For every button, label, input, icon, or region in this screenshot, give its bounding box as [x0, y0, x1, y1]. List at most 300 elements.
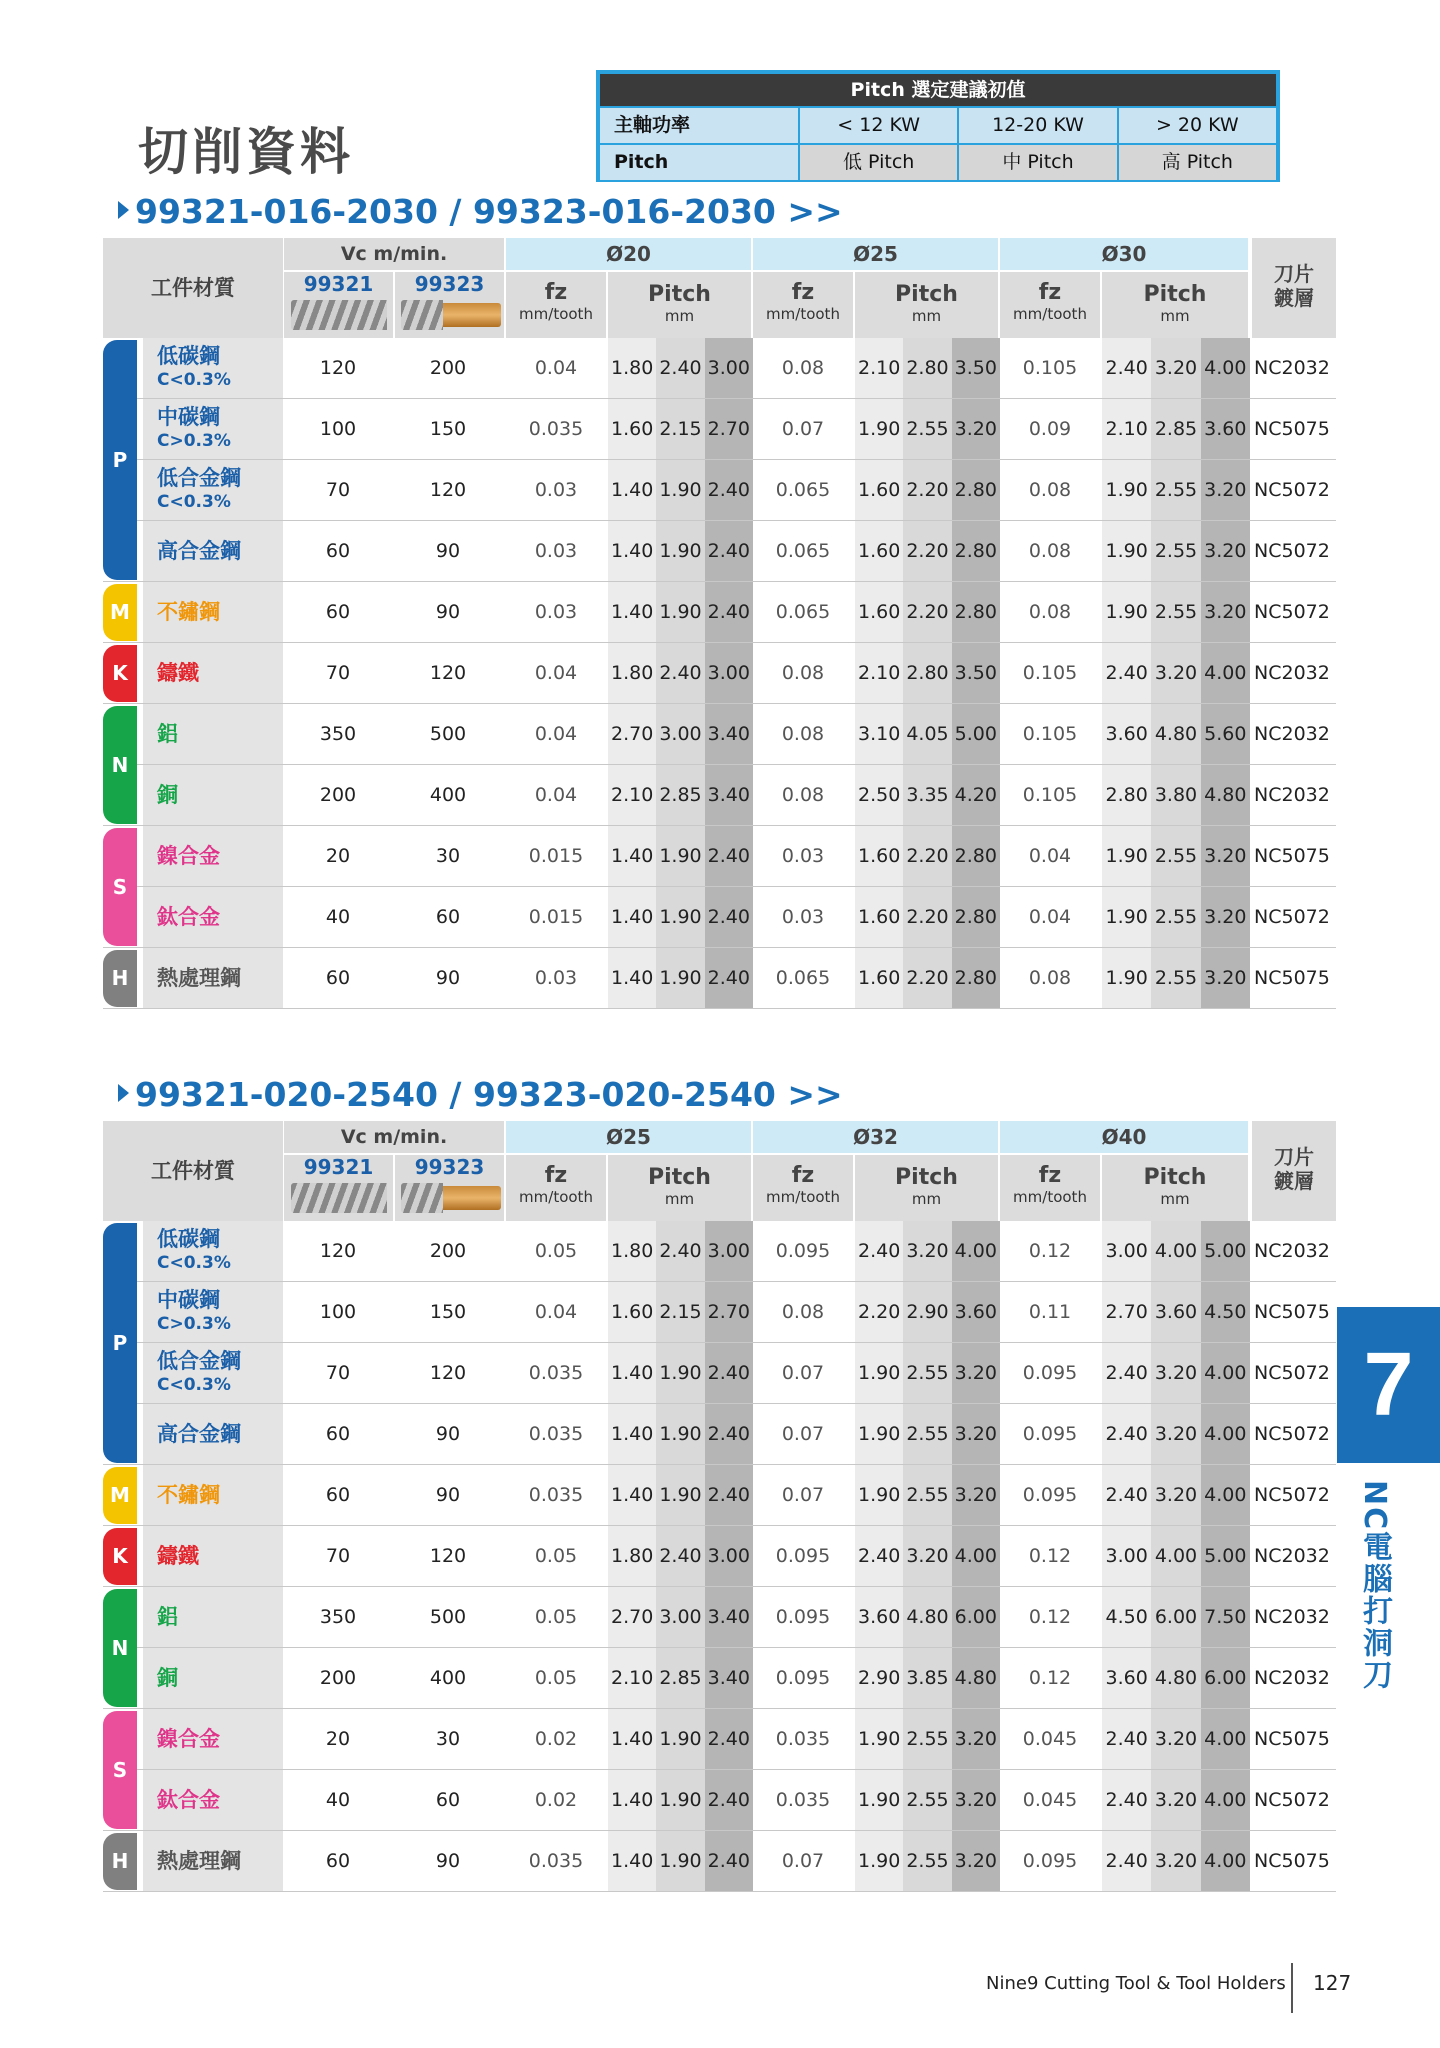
- pitch-value-high: 5.00: [952, 704, 1000, 764]
- pitch-header: [855, 272, 998, 338]
- pitch-value-mid: 2.55: [903, 1709, 951, 1769]
- vc-99323-value: 120: [429, 1362, 467, 1384]
- tool-flute: [401, 300, 443, 330]
- coating-value: NC5075: [1254, 1850, 1330, 1872]
- pitch-value-low: 1.40: [608, 521, 656, 581]
- vc-header: Vc m/min.: [284, 238, 504, 270]
- fz-value: 0.105: [1022, 784, 1078, 806]
- pitch-value-high: 4.00: [1201, 1465, 1250, 1525]
- table-row: [103, 582, 1336, 643]
- material-name: 鑄鐵: [157, 661, 199, 685]
- material-name: 低碳鋼: [157, 344, 220, 368]
- pitch-value-low: 1.80: [608, 338, 656, 398]
- fz-label: fz: [544, 280, 568, 305]
- coating-value: NC5072: [1254, 1484, 1330, 1506]
- pitch-box-pitch-cell: 中 Pitch: [959, 145, 1116, 180]
- pitch-value-low: 1.60: [608, 399, 656, 459]
- footer-brand: Nine9 Cutting Tool & Tool Holders: [986, 1973, 1286, 1994]
- pitch-value-low: 1.40: [608, 1343, 656, 1403]
- diameter-header: Ø25: [506, 1121, 751, 1153]
- section-title: [118, 192, 843, 231]
- pitch-value-low: 3.00: [1102, 1526, 1151, 1586]
- pitch-value-low: 1.40: [608, 1831, 656, 1891]
- iso-group-tab-s: S: [103, 828, 137, 946]
- pitch-value-mid: 2.55: [1151, 948, 1200, 1008]
- pitch-value-low: 3.60: [1102, 704, 1151, 764]
- vc-99323-value: 90: [435, 967, 461, 989]
- pitch-value-low: 1.90: [855, 1404, 903, 1464]
- pitch-value-high: 3.20: [1201, 948, 1250, 1008]
- pitch-value-mid: 1.90: [656, 1404, 704, 1464]
- fz-value: 0.02: [534, 1728, 578, 1750]
- fz-value: 0.08: [781, 357, 825, 379]
- pitch-value-high: 4.80: [952, 1648, 1000, 1708]
- section-title-text: 99321-016-2030 / 99323-016-2030 >>: [135, 192, 843, 231]
- pitch-value-high: 2.40: [705, 826, 753, 886]
- tool-image-99323: [401, 1183, 501, 1213]
- pitch-value-high: 2.70: [705, 1282, 753, 1342]
- pitch-value-low: 3.60: [1102, 1648, 1151, 1708]
- pitch-value-low: 2.40: [1102, 1343, 1151, 1403]
- pitch-value-high: 3.00: [705, 1221, 753, 1281]
- pitch-value-mid: 3.85: [903, 1648, 951, 1708]
- pitch-value-low: 1.90: [855, 1709, 903, 1769]
- pitch-value-high: 5.00: [1201, 1526, 1250, 1586]
- fz-header: [506, 1155, 606, 1221]
- coating-value: NC2032: [1254, 1606, 1330, 1628]
- fz-value: 0.05: [534, 1240, 578, 1262]
- table-row: [103, 826, 1336, 887]
- pitch-value-low: 1.90: [1102, 887, 1151, 947]
- material-cell: [143, 1587, 283, 1647]
- pitch-value-high: 4.00: [1201, 1343, 1250, 1403]
- tool-flute: [291, 300, 387, 330]
- table-row: [103, 1709, 1336, 1770]
- pitch-value-high: 6.00: [1201, 1648, 1250, 1708]
- pitch-value-high: 3.40: [705, 704, 753, 764]
- pitch-value-mid: 1.90: [656, 1770, 704, 1830]
- fz-value: 0.12: [1028, 1545, 1072, 1567]
- vc-99321-value: 350: [319, 723, 357, 745]
- material-name: 銅: [157, 1666, 178, 1690]
- pitch-value-low: 1.90: [855, 1770, 903, 1830]
- pitch-value-mid: 1.90: [656, 460, 704, 520]
- coating-header: 刀片 鍍層: [1252, 238, 1336, 338]
- vc-99321-value: 60: [325, 967, 351, 989]
- pitch-value-high: 4.00: [1201, 1404, 1250, 1464]
- coating-value: NC2032: [1254, 1545, 1330, 1567]
- pitch-value-high: 2.40: [705, 1343, 753, 1403]
- pitch-value-high: 3.00: [705, 1526, 753, 1586]
- material-cell: [143, 887, 283, 947]
- pitch-value-high: 3.20: [1201, 887, 1250, 947]
- table-row: [103, 1770, 1336, 1831]
- fz-label: fz: [544, 1163, 568, 1188]
- pitch-header: [855, 1155, 998, 1221]
- pitch-value-low: 1.60: [855, 582, 903, 642]
- material-cell: [143, 826, 283, 886]
- material-cell: [143, 1343, 283, 1403]
- fz-unit: mm/tooth: [519, 1188, 593, 1206]
- coating-value: NC2032: [1254, 723, 1330, 745]
- pitch-unit: mm: [1160, 1190, 1190, 1208]
- material-name: 低碳鋼: [157, 1227, 220, 1251]
- pitch-value-low: 2.40: [1102, 1831, 1151, 1891]
- vc-99323-value: 60: [435, 1789, 461, 1811]
- fz-value: 0.04: [534, 662, 578, 684]
- material-name: 高合金鋼: [157, 1422, 241, 1446]
- pitch-box-power-cell: < 12 KW: [800, 108, 957, 143]
- vc-99321-value: 200: [319, 784, 357, 806]
- pitch-value-high: 2.40: [705, 1465, 753, 1525]
- pitch-value-mid: 2.85: [656, 1648, 704, 1708]
- pitch-value-mid: 3.20: [903, 1526, 951, 1586]
- vc-99321-value: 40: [325, 906, 351, 928]
- pitch-value-mid: 2.40: [656, 1526, 704, 1586]
- footer-divider: [1291, 1963, 1293, 2013]
- fz-value: 0.05: [534, 1545, 578, 1567]
- fz-unit: mm/tooth: [519, 305, 593, 323]
- vc-99321-value: 200: [319, 1667, 357, 1689]
- vc-99321-value: 70: [325, 1362, 351, 1384]
- pitch-box-power-cell: 12-20 KW: [959, 108, 1116, 143]
- pitch-value-low: 3.60: [855, 1587, 903, 1647]
- material-cell: [143, 460, 283, 520]
- iso-group-tab-m: M: [103, 1467, 137, 1524]
- fz-value: 0.035: [775, 1789, 831, 1811]
- pitch-value-mid: 2.55: [903, 1770, 951, 1830]
- fz-unit: mm/tooth: [1013, 1188, 1087, 1206]
- pitch-value-high: 3.20: [952, 1831, 1000, 1891]
- pitch-box-pitch-label: Pitch: [600, 145, 798, 180]
- page-title: 切削資料: [138, 123, 354, 181]
- material-cell: [143, 338, 283, 398]
- material-cell: [143, 643, 283, 703]
- pitch-value-low: 1.40: [608, 1770, 656, 1830]
- pitch-value-low: 1.90: [855, 1343, 903, 1403]
- vc-99321-value: 40: [325, 1789, 351, 1811]
- fz-unit: mm/tooth: [1013, 305, 1087, 323]
- model-a-header: 99321: [284, 272, 393, 338]
- pitch-value-high: 2.40: [705, 1709, 753, 1769]
- pitch-value-high: 3.20: [952, 1343, 1000, 1403]
- material-name: 不鏽鋼: [157, 1483, 220, 1507]
- material-cell: [143, 1526, 283, 1586]
- pitch-value-mid: 2.55: [903, 1465, 951, 1525]
- table-row: [103, 1221, 1336, 1282]
- pitch-value-high: 5.60: [1201, 704, 1250, 764]
- coating-value: NC5072: [1254, 906, 1330, 928]
- fz-value: 0.09: [1028, 418, 1072, 440]
- pitch-value-high: 2.40: [705, 887, 753, 947]
- pitch-value-mid: 4.80: [903, 1587, 951, 1647]
- fz-value: 0.105: [1022, 357, 1078, 379]
- table-row: [103, 460, 1336, 521]
- vc-99321-value: 70: [325, 662, 351, 684]
- pitch-value-mid: 1.90: [656, 887, 704, 947]
- material-name: 中碳鋼: [157, 405, 220, 429]
- fz-value: 0.035: [528, 1423, 584, 1445]
- fz-value: 0.07: [781, 1423, 825, 1445]
- pitch-value-mid: 2.55: [903, 1404, 951, 1464]
- pitch-value-high: 3.40: [705, 1648, 753, 1708]
- pitch-value-high: 4.20: [952, 765, 1000, 825]
- chapter-title: NC電腦打洞刀: [1357, 1480, 1392, 1692]
- fz-value: 0.08: [781, 1301, 825, 1323]
- fz-header: [506, 272, 606, 338]
- vc-99321-value: 20: [325, 1728, 351, 1750]
- material-cell: [143, 1770, 283, 1830]
- pitch-value-mid: 2.20: [903, 948, 951, 1008]
- diameter-header: Ø40: [1000, 1121, 1248, 1153]
- iso-group-tab-n: N: [103, 1589, 137, 1707]
- pitch-value-high: 3.20: [952, 1709, 1000, 1769]
- fz-value: 0.05: [534, 1667, 578, 1689]
- pitch-label: Pitch: [1143, 282, 1207, 307]
- coating-value: NC5075: [1254, 845, 1330, 867]
- fz-value: 0.065: [775, 601, 831, 623]
- iso-group-tab-k: K: [103, 1528, 137, 1585]
- pitch-value-low: 1.90: [1102, 948, 1151, 1008]
- pitch-value-low: 1.90: [855, 399, 903, 459]
- pitch-value-high: 3.50: [952, 338, 1000, 398]
- pitch-value-mid: 2.20: [903, 582, 951, 642]
- material-carbon: C<0.3%: [157, 1375, 231, 1395]
- pitch-value-mid: 2.55: [1151, 826, 1200, 886]
- chapter-number-tab: 7: [1337, 1307, 1440, 1463]
- fz-value: 0.07: [781, 418, 825, 440]
- pitch-unit: mm: [911, 1190, 942, 1208]
- model-b-header: 99323: [395, 272, 504, 338]
- pitch-value-mid: 3.80: [1151, 765, 1200, 825]
- coating-value: NC5075: [1254, 1301, 1330, 1323]
- material-name: 熱處理鋼: [157, 1849, 241, 1873]
- vc-99323-value: 400: [429, 784, 467, 806]
- vc-99321-value: 20: [325, 845, 351, 867]
- pitch-value-mid: 4.80: [1151, 1648, 1200, 1708]
- pitch-value-high: 3.40: [705, 1587, 753, 1647]
- coating-value: NC5075: [1254, 418, 1330, 440]
- pitch-value-high: 4.00: [1201, 338, 1250, 398]
- vc-99323-value: 90: [435, 1423, 461, 1445]
- material-name: 鎳合金: [157, 1727, 220, 1751]
- table-header: [103, 238, 1336, 338]
- pitch-value-low: 1.40: [608, 460, 656, 520]
- iso-group-tab-p: P: [103, 340, 137, 580]
- pitch-value-mid: 3.60: [1151, 1282, 1200, 1342]
- pitch-value-high: 4.00: [952, 1526, 1000, 1586]
- pitch-value-low: 1.60: [855, 826, 903, 886]
- pitch-value-low: 1.80: [608, 1221, 656, 1281]
- pitch-value-mid: 1.90: [656, 521, 704, 581]
- vc-99323-value: 90: [435, 1484, 461, 1506]
- vc-99323-value: 90: [435, 601, 461, 623]
- vc-99323-value: 200: [429, 1240, 467, 1262]
- pitch-value-mid: 2.80: [903, 338, 951, 398]
- fz-value: 0.035: [528, 1850, 584, 1872]
- material-name: 鈦合金: [157, 905, 220, 929]
- tool-shank: [443, 303, 501, 327]
- fz-value: 0.04: [534, 357, 578, 379]
- pitch-label: Pitch: [895, 282, 958, 307]
- fz-value: 0.03: [534, 540, 578, 562]
- fz-value: 0.05: [534, 1606, 578, 1628]
- pitch-value-low: 1.80: [608, 643, 656, 703]
- pitch-box-pitch-row: [600, 145, 1276, 180]
- vc-99321-value: 60: [325, 601, 351, 623]
- pitch-value-low: 1.60: [855, 460, 903, 520]
- fz-header: [1000, 272, 1100, 338]
- fz-value: 0.04: [534, 1301, 578, 1323]
- pitch-value-high: 3.50: [952, 643, 1000, 703]
- pitch-value-mid: 3.20: [1151, 1404, 1200, 1464]
- pitch-value-mid: 1.90: [656, 1343, 704, 1403]
- pitch-value-low: 2.10: [608, 765, 656, 825]
- pitch-value-high: 2.80: [952, 460, 1000, 520]
- material-carbon: C>0.3%: [157, 1314, 231, 1334]
- pitch-value-low: 1.40: [608, 887, 656, 947]
- pitch-value-low: 1.40: [608, 1709, 656, 1769]
- table-row: [103, 704, 1336, 765]
- iso-group-tab-s: S: [103, 1711, 137, 1829]
- iso-group-tab-n: N: [103, 706, 137, 824]
- table-row: [103, 765, 1336, 826]
- material-header: 工件材質: [103, 1121, 283, 1221]
- pitch-value-low: 3.10: [855, 704, 903, 764]
- pitch-value-mid: 2.40: [656, 643, 704, 703]
- table-row: [103, 1343, 1336, 1404]
- fz-value: 0.095: [775, 1667, 831, 1689]
- pitch-value-high: 4.00: [1201, 1709, 1250, 1769]
- coating-value: NC5072: [1254, 1423, 1330, 1445]
- fz-value: 0.105: [1022, 723, 1078, 745]
- coating-value: NC2032: [1254, 1240, 1330, 1262]
- fz-value: 0.04: [534, 784, 578, 806]
- pitch-value-high: 2.40: [705, 1770, 753, 1830]
- vc-99321-value: 60: [325, 540, 351, 562]
- pitch-value-high: 2.40: [705, 948, 753, 1008]
- material-carbon: C<0.3%: [157, 1253, 231, 1273]
- pitch-unit: mm: [664, 307, 695, 325]
- pitch-value-low: 2.10: [608, 1648, 656, 1708]
- pitch-value-low: 2.90: [855, 1648, 903, 1708]
- pitch-unit: mm: [664, 1190, 695, 1208]
- table-header: [103, 1121, 1336, 1221]
- pitch-value-mid: 1.90: [656, 826, 704, 886]
- pitch-value-mid: 2.15: [656, 1282, 704, 1342]
- fz-header: [753, 1155, 853, 1221]
- fz-value: 0.095: [775, 1240, 831, 1262]
- pitch-value-mid: 2.15: [656, 399, 704, 459]
- pitch-value-low: 1.40: [608, 1465, 656, 1525]
- triangle-bullet-icon: [118, 201, 129, 219]
- pitch-value-high: 2.80: [952, 887, 1000, 947]
- material-cell: [143, 948, 283, 1008]
- fz-header: [1000, 1155, 1100, 1221]
- cutting-data-table: [103, 1121, 1336, 1892]
- tool-image-99323: [401, 300, 501, 330]
- fz-value: 0.04: [1028, 845, 1072, 867]
- pitch-value-mid: 2.85: [1151, 399, 1200, 459]
- pitch-value-high: 2.40: [705, 1831, 753, 1891]
- pitch-value-low: 1.40: [608, 948, 656, 1008]
- material-cell: [143, 1282, 283, 1342]
- pitch-value-high: 3.00: [705, 643, 753, 703]
- pitch-value-mid: 3.20: [1151, 338, 1200, 398]
- pitch-value-high: 2.80: [952, 521, 1000, 581]
- table-row: [103, 399, 1336, 460]
- pitch-value-low: 4.50: [1102, 1587, 1151, 1647]
- pitch-value-low: 1.60: [855, 948, 903, 1008]
- fz-value: 0.095: [1022, 1423, 1078, 1445]
- vc-99323-value: 500: [429, 1606, 467, 1628]
- fz-label: fz: [791, 280, 815, 305]
- fz-value: 0.035: [775, 1728, 831, 1750]
- pitch-label: Pitch: [648, 1165, 711, 1190]
- table-row: [103, 1587, 1336, 1648]
- pitch-value-mid: 2.55: [1151, 582, 1200, 642]
- pitch-value-high: 2.40: [705, 521, 753, 581]
- material-carbon: C<0.3%: [157, 492, 231, 512]
- pitch-value-high: 3.20: [1201, 460, 1250, 520]
- pitch-value-high: 3.20: [1201, 582, 1250, 642]
- page-number: 127: [1313, 1971, 1352, 1995]
- table-row: [103, 643, 1336, 704]
- pitch-value-low: 2.40: [1102, 643, 1151, 703]
- vc-99321-value: 100: [319, 418, 357, 440]
- fz-value: 0.03: [781, 845, 825, 867]
- pitch-value-high: 3.20: [952, 1465, 1000, 1525]
- pitch-value-low: 1.90: [1102, 826, 1151, 886]
- pitch-suggestion-table: [596, 70, 1280, 182]
- material-cell: [143, 521, 283, 581]
- vc-99323-value: 90: [435, 1850, 461, 1872]
- fz-value: 0.065: [775, 540, 831, 562]
- pitch-box-pitch-cell: 低 Pitch: [800, 145, 957, 180]
- fz-value: 0.095: [1022, 1484, 1078, 1506]
- table-row: [103, 948, 1336, 1009]
- material-cell: [143, 1831, 283, 1891]
- fz-value: 0.12: [1028, 1240, 1072, 1262]
- fz-value: 0.065: [775, 479, 831, 501]
- pitch-value-mid: 1.90: [656, 1709, 704, 1769]
- pitch-value-mid: 2.20: [903, 460, 951, 520]
- table-row: [103, 1465, 1336, 1526]
- material-name: 中碳鋼: [157, 1288, 220, 1312]
- pitch-box-power-cell: > 20 KW: [1119, 108, 1276, 143]
- pitch-value-high: 2.70: [705, 399, 753, 459]
- pitch-box-pitch-cell: 高 Pitch: [1119, 145, 1276, 180]
- fz-value: 0.035: [528, 418, 584, 440]
- pitch-value-mid: 3.20: [1151, 1465, 1200, 1525]
- pitch-value-mid: 2.55: [903, 1343, 951, 1403]
- fz-value: 0.08: [1028, 601, 1072, 623]
- pitch-value-high: 6.00: [952, 1587, 1000, 1647]
- table-row: [103, 338, 1336, 399]
- pitch-value-mid: 2.20: [903, 826, 951, 886]
- pitch-value-mid: 4.00: [1151, 1526, 1200, 1586]
- fz-value: 0.07: [781, 1362, 825, 1384]
- pitch-value-low: 2.10: [855, 643, 903, 703]
- vc-99321-value: 100: [319, 1301, 357, 1323]
- pitch-value-mid: 3.35: [903, 765, 951, 825]
- pitch-value-mid: 1.90: [656, 1465, 704, 1525]
- vc-99321-value: 70: [325, 1545, 351, 1567]
- table-row: [103, 521, 1336, 582]
- pitch-unit: mm: [1160, 307, 1190, 325]
- model-a-header: 99321: [284, 1155, 393, 1221]
- vc-99321-value: 60: [325, 1423, 351, 1445]
